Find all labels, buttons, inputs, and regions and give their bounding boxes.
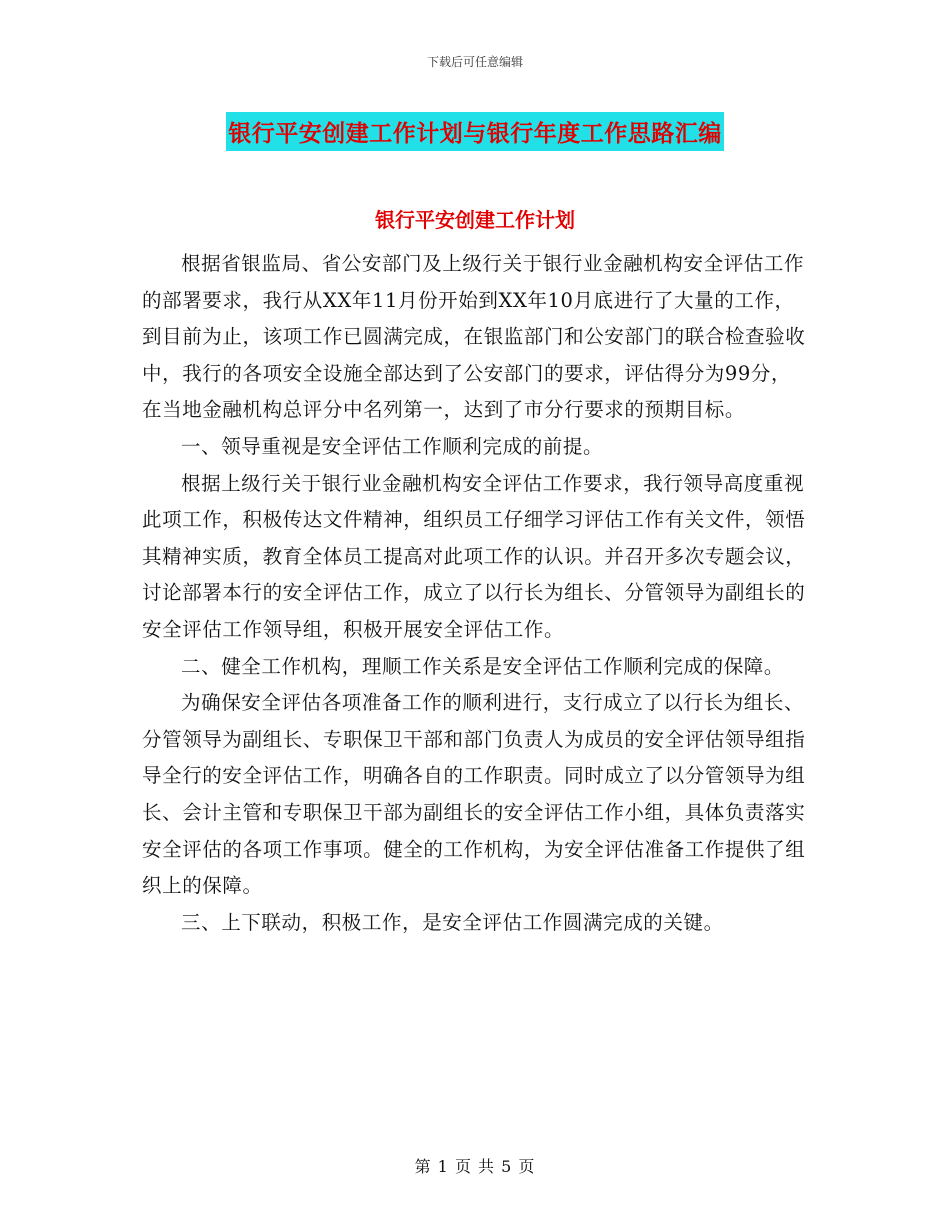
section-heading-3: 三、上下联动，积极工作，是安全评估工作圆满完成的关键。 xyxy=(181,910,724,934)
page-header-note: 下载后可任意编辑 xyxy=(426,55,523,69)
paragraph: 为确保安全评估各项准备工作的顺利进行，支行成立了以行长为组长、分管领导为副组长、专职保卫干部和部门负责人为成员的安全评估领导组指导全行的安全评估工作，明确各自的工作职责。同时成立了以分管领导为组长、会计主管和专职保卫干部为副组长的安全评估工作小组，具体负责落实安全评估的各项工作事项。健全的工作机构，为安全评估准备工作提供了组织上的保障。 xyxy=(142,691,806,898)
document-title: 银行平安创建工作计划与银行年度工作思路汇编 xyxy=(226,112,724,151)
document-title-container xyxy=(0,112,950,151)
section-heading-2: 二、健全工作机构，理顺工作关系是安全评估工作顺利完成的保障。 xyxy=(181,654,785,678)
section-heading-1: 一、领导重视是安全评估工作顺利完成的前提。 xyxy=(181,434,604,458)
document-body xyxy=(142,246,806,941)
page-number: 第 1 页 共 5 页 xyxy=(414,1157,536,1176)
paragraph: 根据省银监局、省公安部门及上级行关于银行业金融机构安全评估工作的部署要求，我行从XX年11月份开始到XX年10月底进行了大量的工作，到目前为止，该项工作已圆满完成，在银监部门和公安部门的联合检查验收中，我行的各项安全设施全部达到了公安部门的要求，评估得分为99分，在当地金融机构总评分中名列第一，达到了市分行要求的预期目标。 xyxy=(142,252,806,422)
section-title: 银行平安创建工作计划 xyxy=(375,208,575,232)
paragraph: 根据上级行关于银行业金融机构安全评估工作要求，我行领导高度重视此项工作，积极传达文件精神，组织员工仔细学习评估工作有关文件，领悟其精神实质，教育全体员工提高对此项工作的认识。并召开多次专题会议，讨论部署本行的安全评估工作，成立了以行长为组长、分管领导为副组长的安全评估工作领导组，积极开展安全评估工作。 xyxy=(142,471,806,641)
